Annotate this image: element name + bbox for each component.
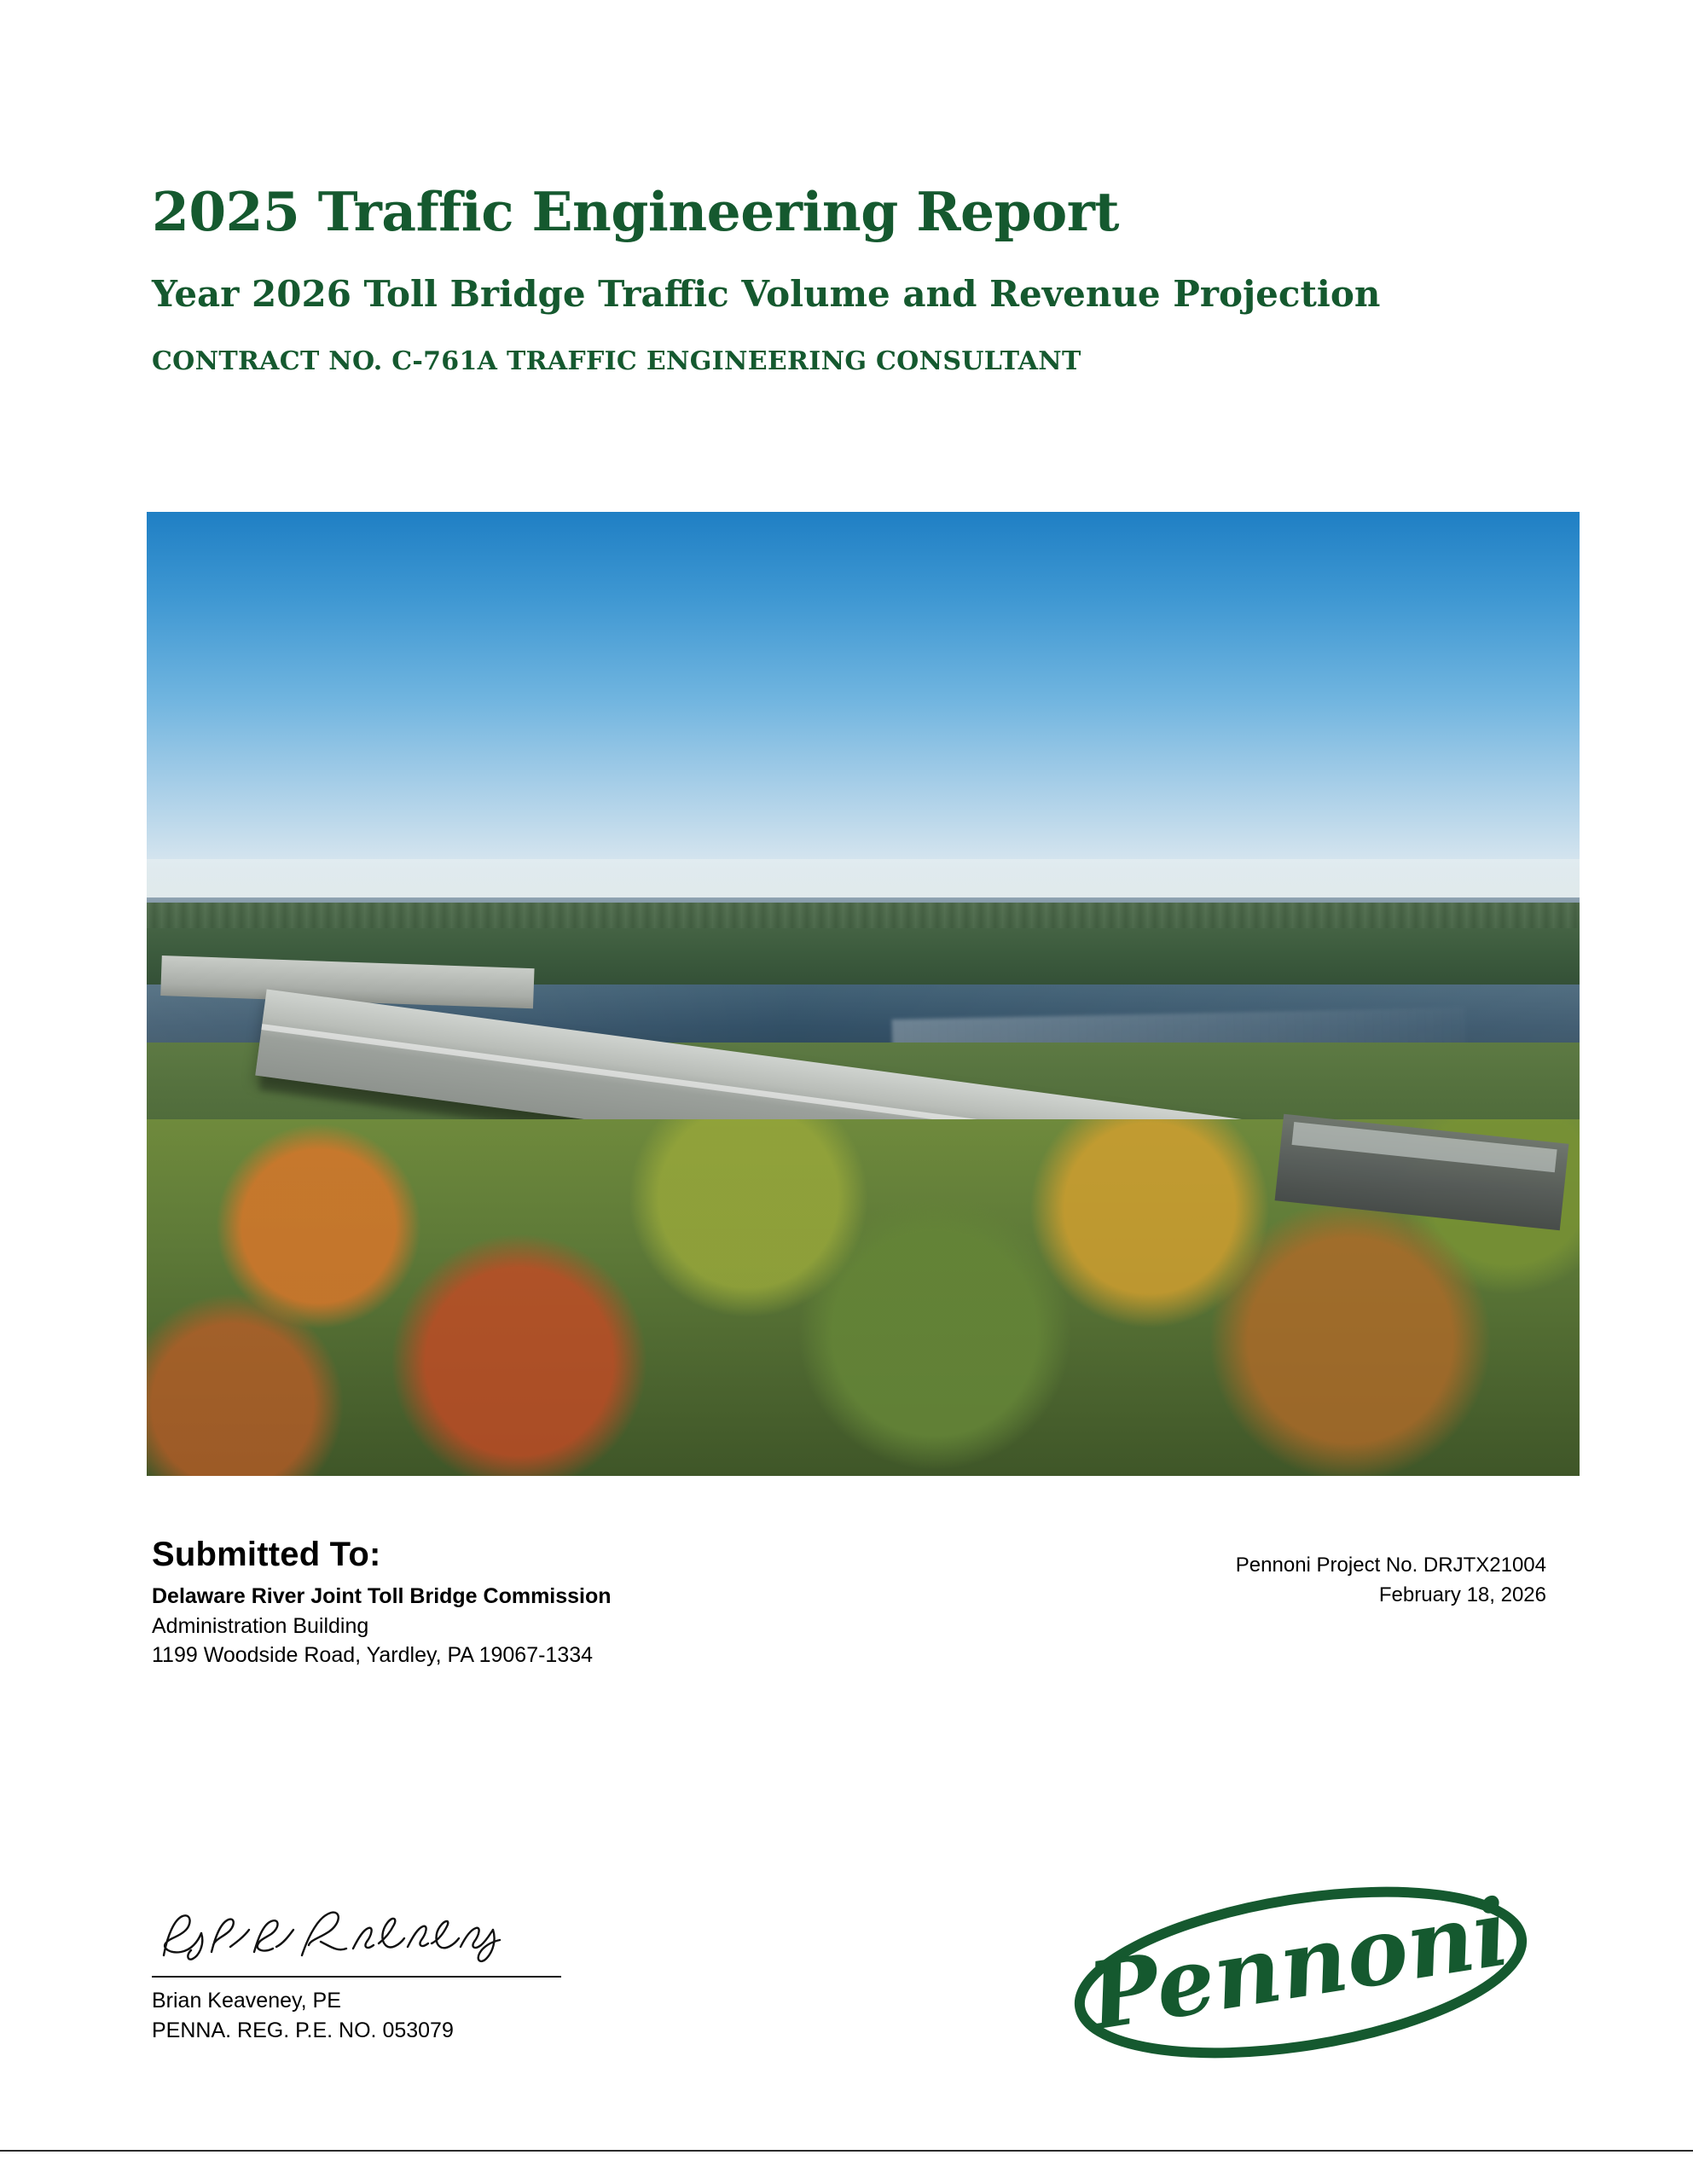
pennoni-logo (1062, 1877, 1539, 2065)
photo-sky (147, 512, 1580, 897)
submitted-to-block (152, 1536, 919, 1672)
cover-photo (147, 512, 1580, 1476)
contract-line: CONTRACT NO. C-761A TRAFFIC ENGINEERING CONSULTANT (152, 346, 1081, 377)
project-meta-block (949, 1551, 1546, 1611)
report-date: February 18, 2026 (1378, 1583, 1546, 1606)
pennoni-wordmark: Pennoni (1081, 1879, 1516, 2052)
page-title: 2025 Traffic Engineering Report (152, 180, 1120, 243)
signature-registration: PENNA. REG. P.E. NO. 053079 (152, 2018, 454, 2042)
signature-name: Brian Keaveney, PE (152, 1989, 341, 2013)
submitted-to-address-line-2: 1199 Woodside Road, Yardley, PA 19067-1334 (152, 1643, 594, 1667)
signature-mark-icon (152, 1899, 561, 1976)
submitted-to-organization: Delaware River Joint Toll Bridge Commission (152, 1584, 612, 1608)
submitted-to-address-line-1: Administration Building (152, 1614, 369, 1638)
project-number: Pennoni Project No. DRJTX21004 (1235, 1554, 1546, 1577)
title-block (152, 180, 1551, 377)
signature-block (152, 1899, 749, 2046)
pennoni-logo-icon (1062, 1877, 1539, 2065)
cover-photo-illustration (147, 512, 1580, 1476)
footer-rule (0, 2150, 1693, 2152)
page-subtitle: Year 2026 Toll Bridge Traffic Volume and Revenue Projection (152, 273, 1381, 316)
submitted-to-heading: Submitted To: (152, 1536, 381, 1573)
signature-rule (152, 1976, 561, 1978)
